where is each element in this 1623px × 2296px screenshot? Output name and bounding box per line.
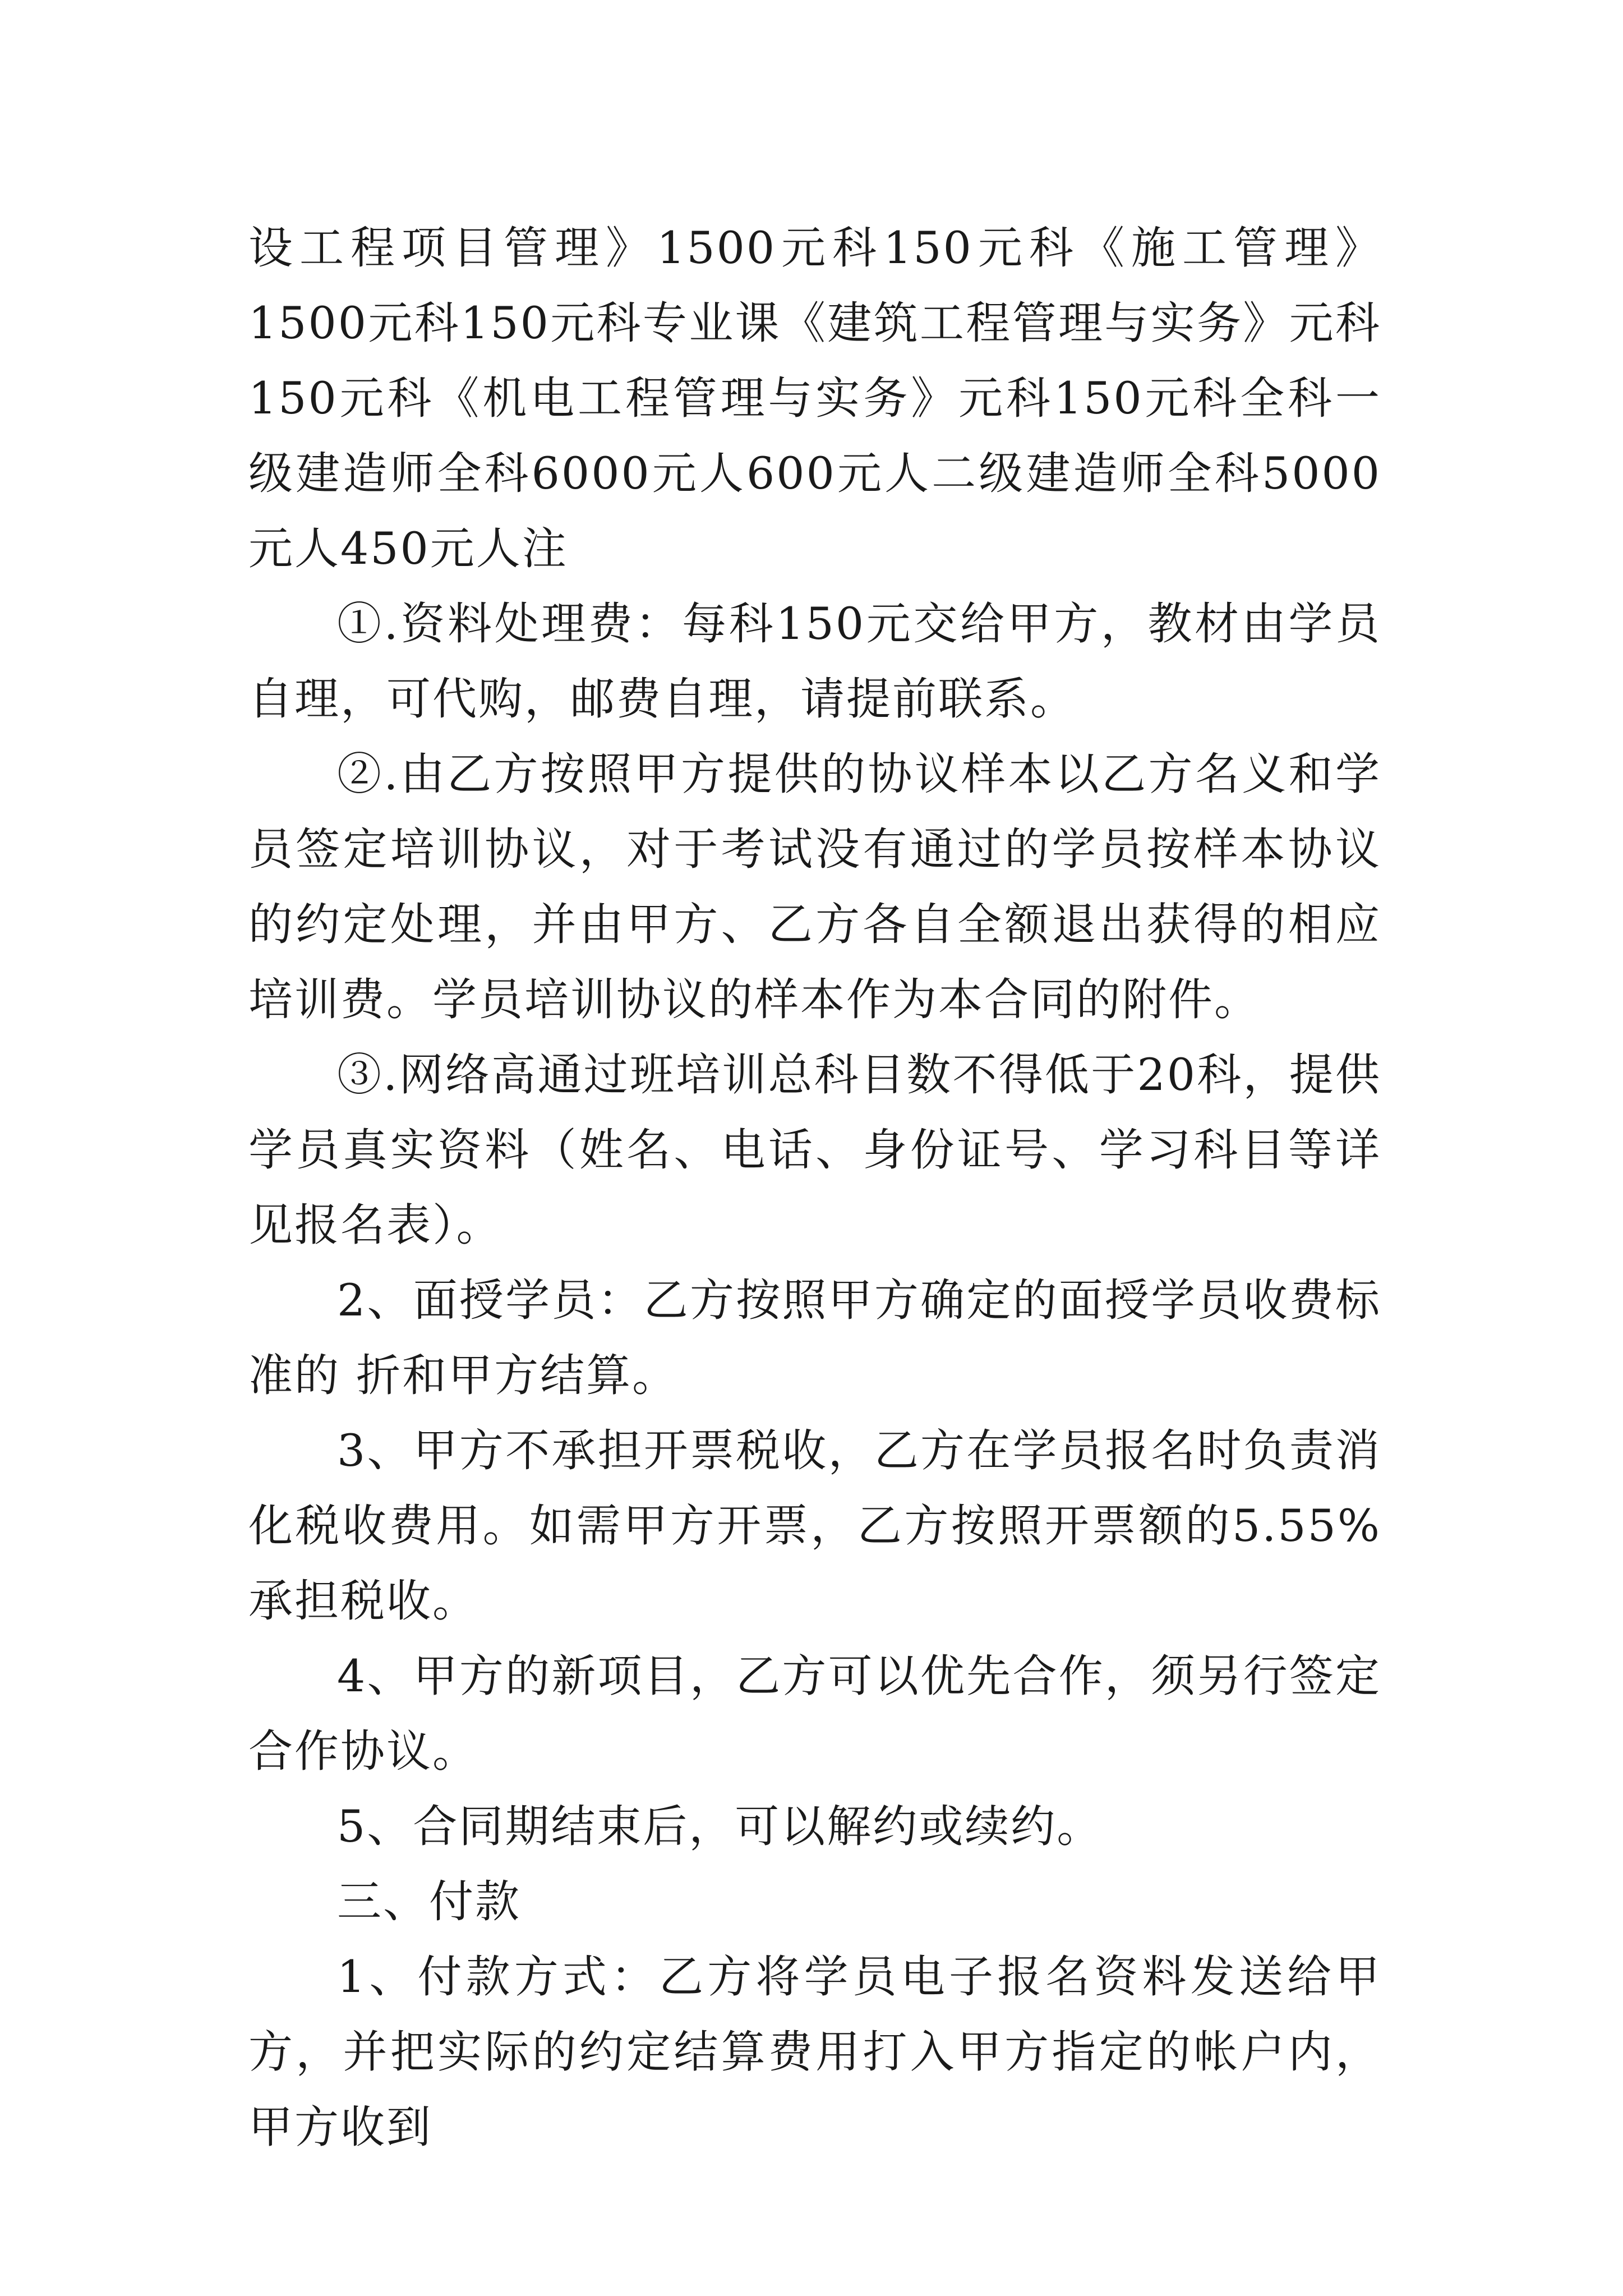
section-heading-payment: 三、付款 (337, 1876, 521, 1927)
paragraph-fee-list: 设工程项目管理》1500元科150元科《施工管理》1500元科150元科专业课《建筑工程管理与实务》元科150元科《机电工程管理与实务》元科150元科全科一级建造师全科6000元人600元人二级建造师全科5000元人450元人注 (248, 222, 1381, 574)
paragraph-clause-3: 3、甲方不承担开票税收，乙方在学员报名时负责消化税收费用。如需甲方开票，乙方按照开票额的5.55%承担税收。 (248, 1425, 1381, 1627)
paragraph-note-3: ③.网络高通过班培训总科目数不得低于20科，提供学员真实资料（姓名、电话、身份证号、学习科目等详见报名表）。 (248, 1049, 1381, 1251)
paragraph-payment-1: 1、付款方式：乙方将学员电子报名资料发送给甲方，并把实际的约定结算费用打入甲方指定的帐户内，甲方收到 (248, 1951, 1381, 2153)
paragraph-clause-4: 4、甲方的新项目，乙方可以优先合作，须另行签定合作协议。 (248, 1650, 1381, 1777)
paragraph-clause-2: 2、面授学员：乙方按照甲方确定的面授学员收费标准的 折和甲方结算。 (248, 1274, 1381, 1401)
paragraph-note-1: ①.资料处理费：每科150元交给甲方，教材由学员自理，可代购，邮费自理，请提前联系。 (248, 598, 1381, 725)
paragraph-note-2: ②.由乙方按照甲方提供的协议样本以乙方名义和学员签定培训协议，对于考试没有通过的学员按样本协议的约定处理，并由甲方、乙方各自全额退出获得的相应培训费。学员培训协议的样本作为本合同的附件。 (248, 748, 1381, 1025)
paragraph-clause-5: 5、合同期结束后，可以解约或续约。 (337, 1801, 1103, 1852)
document-body (248, 210, 1381, 2165)
